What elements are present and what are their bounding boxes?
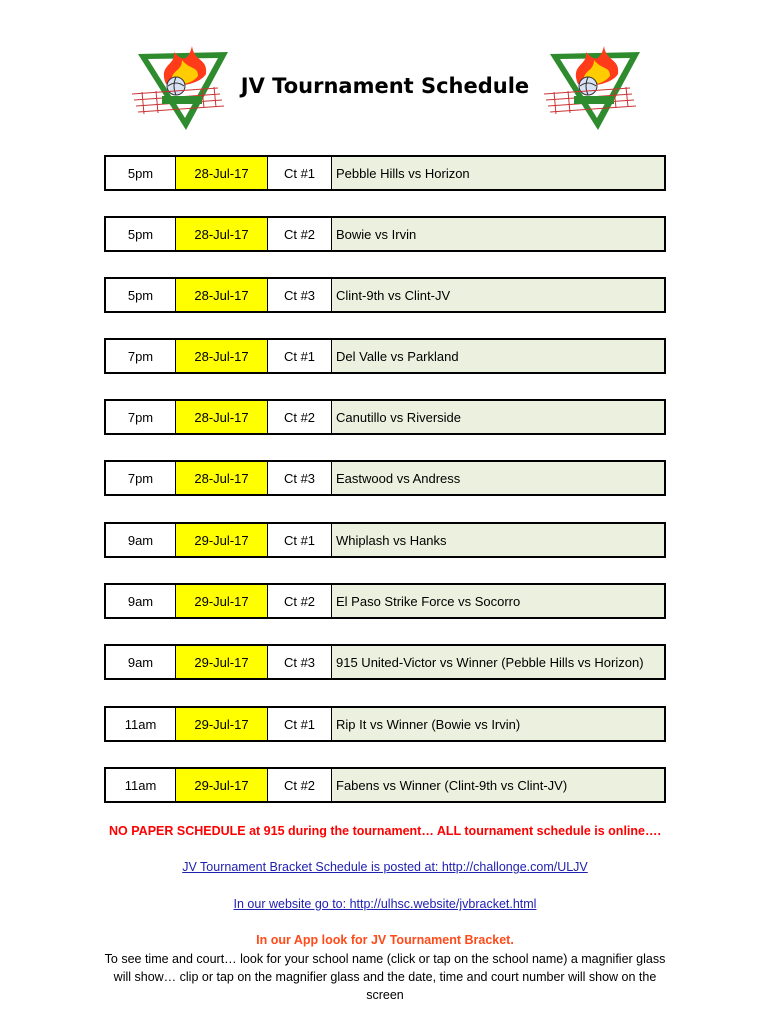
instructions-line-2: will show… clip or tap on the magnifier glass and the date, time and court number will show on the (113, 970, 657, 984)
schedule-row (104, 338, 666, 374)
court-cell: Ct #1 (268, 340, 332, 372)
schedule-row (104, 706, 666, 742)
court-cell: Ct #2 (268, 218, 332, 250)
date-cell: 29-Jul-17 (176, 585, 268, 617)
app-heading-text: In our App look for JV Tournament Bracket. (256, 933, 514, 947)
bracket-link[interactable]: JV Tournament Bracket Schedule is posted at: http://challonge.com/ULJV (182, 860, 588, 874)
match-cell: Rip It vs Winner (Bowie vs Irvin) (332, 708, 664, 740)
no-paper-notice (0, 824, 770, 838)
time-cell: 5pm (106, 157, 176, 189)
schedule-row (104, 399, 666, 435)
court-cell: Ct #2 (268, 769, 332, 801)
court-cell: Ct #3 (268, 646, 332, 678)
time-cell: 9am (106, 585, 176, 617)
date-cell: 28-Jul-17 (176, 462, 268, 494)
time-cell: 5pm (106, 279, 176, 311)
website-notice (0, 897, 770, 911)
match-cell: Eastwood vs Andress (332, 462, 664, 494)
schedule-row (104, 644, 666, 680)
date-cell: 29-Jul-17 (176, 524, 268, 556)
app-instructions (0, 950, 770, 1004)
match-cell: Fabens vs Winner (Clint-9th vs Clint-JV) (332, 769, 664, 801)
time-cell: 9am (106, 524, 176, 556)
date-cell: 29-Jul-17 (176, 646, 268, 678)
court-cell: Ct #1 (268, 708, 332, 740)
instructions-line-3: screen (366, 988, 404, 1002)
date-cell: 28-Jul-17 (176, 279, 268, 311)
schedule-row (104, 277, 666, 313)
time-cell: 7pm (106, 462, 176, 494)
match-cell: Canutillo vs Riverside (332, 401, 664, 433)
match-cell: Del Valle vs Parkland (332, 340, 664, 372)
time-cell: 7pm (106, 401, 176, 433)
date-cell: 28-Jul-17 (176, 157, 268, 189)
date-cell: 29-Jul-17 (176, 708, 268, 740)
match-cell: Pebble Hills vs Horizon (332, 157, 664, 189)
match-cell: Whiplash vs Hanks (332, 524, 664, 556)
court-cell: Ct #3 (268, 462, 332, 494)
time-cell: 5pm (106, 218, 176, 250)
match-cell: 915 United-Victor vs Winner (Pebble Hills vs Horizon) (332, 646, 664, 678)
schedule-row (104, 767, 666, 803)
date-cell: 28-Jul-17 (176, 340, 268, 372)
app-heading (0, 933, 770, 947)
instructions-line-1: To see time and court… look for your school name (click or tap on the school name) a magnifier glass (104, 952, 666, 966)
schedule-row (104, 216, 666, 252)
schedule-row (104, 583, 666, 619)
court-cell: Ct #1 (268, 524, 332, 556)
match-cell: Bowie vs Irvin (332, 218, 664, 250)
page-title: JV Tournament Schedule (240, 74, 530, 98)
match-cell: Clint-9th vs Clint-JV (332, 279, 664, 311)
date-cell: 28-Jul-17 (176, 218, 268, 250)
time-cell: 9am (106, 646, 176, 678)
court-cell: Ct #2 (268, 585, 332, 617)
court-cell: Ct #3 (268, 279, 332, 311)
match-cell: El Paso Strike Force vs Socorro (332, 585, 664, 617)
date-cell: 29-Jul-17 (176, 769, 268, 801)
bracket-notice (0, 860, 770, 874)
time-cell: 11am (106, 708, 176, 740)
court-cell: Ct #1 (268, 157, 332, 189)
time-cell: 7pm (106, 340, 176, 372)
schedule-row (104, 522, 666, 558)
no-paper-text: NO PAPER SCHEDULE at 915 during the tournament… ALL tournament schedule is online…. (109, 824, 661, 838)
schedule-row (104, 460, 666, 496)
court-cell: Ct #2 (268, 401, 332, 433)
date-cell: 28-Jul-17 (176, 401, 268, 433)
schedule-row (104, 155, 666, 191)
website-link[interactable]: In our website go to: http://ulhsc.website/jvbracket.html (233, 897, 537, 911)
time-cell: 11am (106, 769, 176, 801)
